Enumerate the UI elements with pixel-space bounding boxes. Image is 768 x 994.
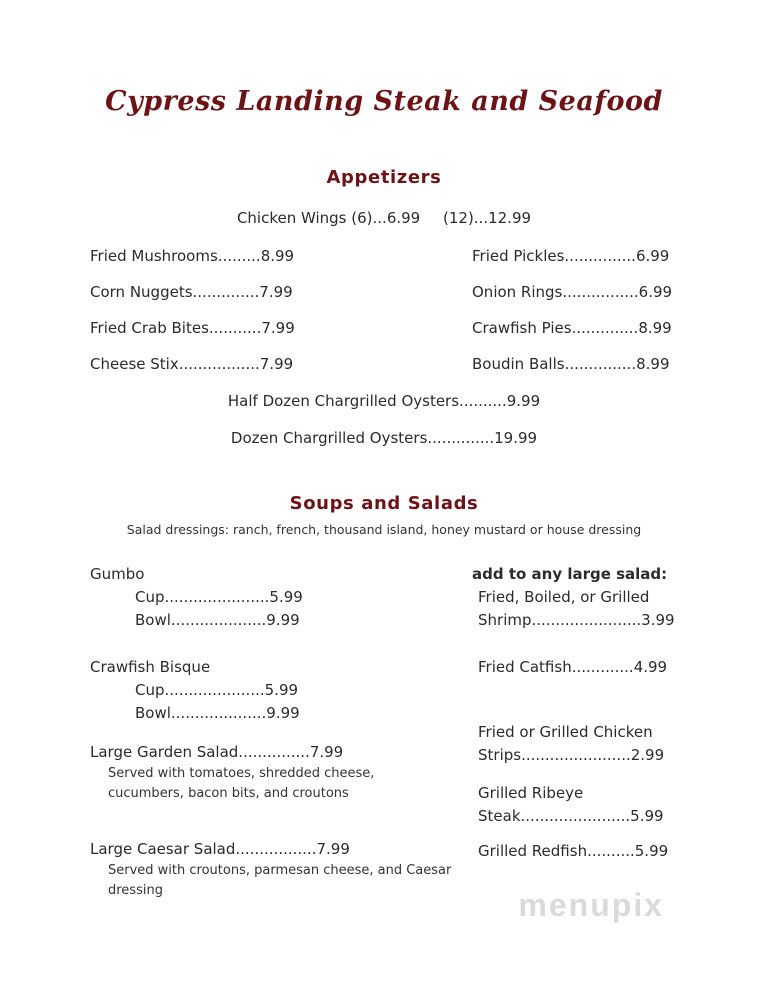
- menu-item-catfish-addon: Fried Catfish.............4.99: [478, 658, 668, 676]
- soups-salads-section: [0, 493, 768, 901]
- soups-salads-heading: Soups and Salads: [289, 493, 479, 514]
- caesar-salad-description: Served with croutons, parmesan cheese, and Caesar dressing: [108, 863, 452, 898]
- menu-item: Boudin Balls...............8.99: [472, 355, 670, 373]
- menu-item: Cheese Stix.................7.99: [90, 355, 294, 373]
- restaurant-title: Cypress Landing Steak and Seafood: [105, 86, 663, 117]
- menu-item-bisque-cup: Cup.....................5.99: [135, 681, 299, 699]
- menu-item-garden-salad: Large Garden Salad...............7.99: [90, 743, 344, 761]
- menu-item-chicken-addon-price: Strips.......................2.99: [478, 746, 665, 764]
- appetizers-section: [0, 167, 768, 447]
- menu-item-shrimp-addon: Fried, Boiled, or Grilled: [478, 588, 650, 606]
- menu-item-bisque-bowl: Bowl....................9.99: [135, 704, 300, 722]
- chicken-wings-twelve: (12)...12.99: [443, 209, 532, 227]
- menu-item: Fried Mushrooms.........8.99: [90, 247, 295, 265]
- menu-item-redfish-addon: Grilled Redfish..........5.99: [478, 842, 669, 860]
- appetizers-heading: Appetizers: [326, 167, 442, 188]
- menu-item: Crawfish Pies..............8.99: [472, 319, 672, 337]
- menu-item: Fried Crab Bites...........7.99: [90, 319, 295, 337]
- garden-salad-description: cucumbers, bacon bits, and croutons: [108, 786, 349, 801]
- menu-item-gumbo: Gumbo: [90, 565, 145, 583]
- menu-item-crawfish-bisque: Crawfish Bisque: [90, 658, 211, 676]
- menu-item: Fried Pickles...............6.99: [472, 247, 670, 265]
- menupix-watermark: menupix: [518, 887, 664, 923]
- menu-item: Half Dozen Chargrilled Oysters..........9.99: [227, 392, 541, 410]
- menu-item: Dozen Chargrilled Oysters..............19.99: [230, 429, 538, 447]
- soups-salads-columns: [0, 563, 768, 901]
- menu-item-gumbo-cup: Cup......................5.99: [135, 588, 303, 606]
- soups-right-column: [472, 563, 708, 901]
- oysters-block: [0, 392, 768, 447]
- appetizers-left-column: [90, 248, 472, 392]
- appetizers-right-column: [472, 248, 708, 392]
- garden-salad-description: Served with tomatoes, shredded cheese,: [108, 766, 375, 781]
- chicken-wings-six: Chicken Wings (6)...6.99: [236, 209, 421, 227]
- menu-item-chicken-addon: Fried or Grilled Chicken: [478, 723, 653, 741]
- menu-item-gumbo-bowl: Bowl....................9.99: [135, 611, 300, 629]
- menu-item-ribeye-addon-price: Steak.......................5.99: [478, 807, 664, 825]
- soups-left-column: [90, 563, 472, 901]
- menu-item-caesar-salad: Large Caesar Salad.................7.99: [90, 840, 350, 858]
- salad-addons-heading: add to any large salad:: [472, 565, 668, 583]
- appetizers-columns: [0, 248, 768, 392]
- menu-item-chicken-wings: [0, 209, 768, 227]
- salad-dressings-note: Salad dressings: ranch, french, thousand island, honey mustard or house dressing: [126, 522, 642, 537]
- menu-item: Onion Rings................6.99: [472, 283, 673, 301]
- menu-item: Corn Nuggets..............7.99: [90, 283, 293, 301]
- menu-item-ribeye-addon: Grilled Ribeye: [478, 784, 584, 802]
- menu-item-shrimp-addon-price: Shrimp.......................3.99: [478, 611, 675, 629]
